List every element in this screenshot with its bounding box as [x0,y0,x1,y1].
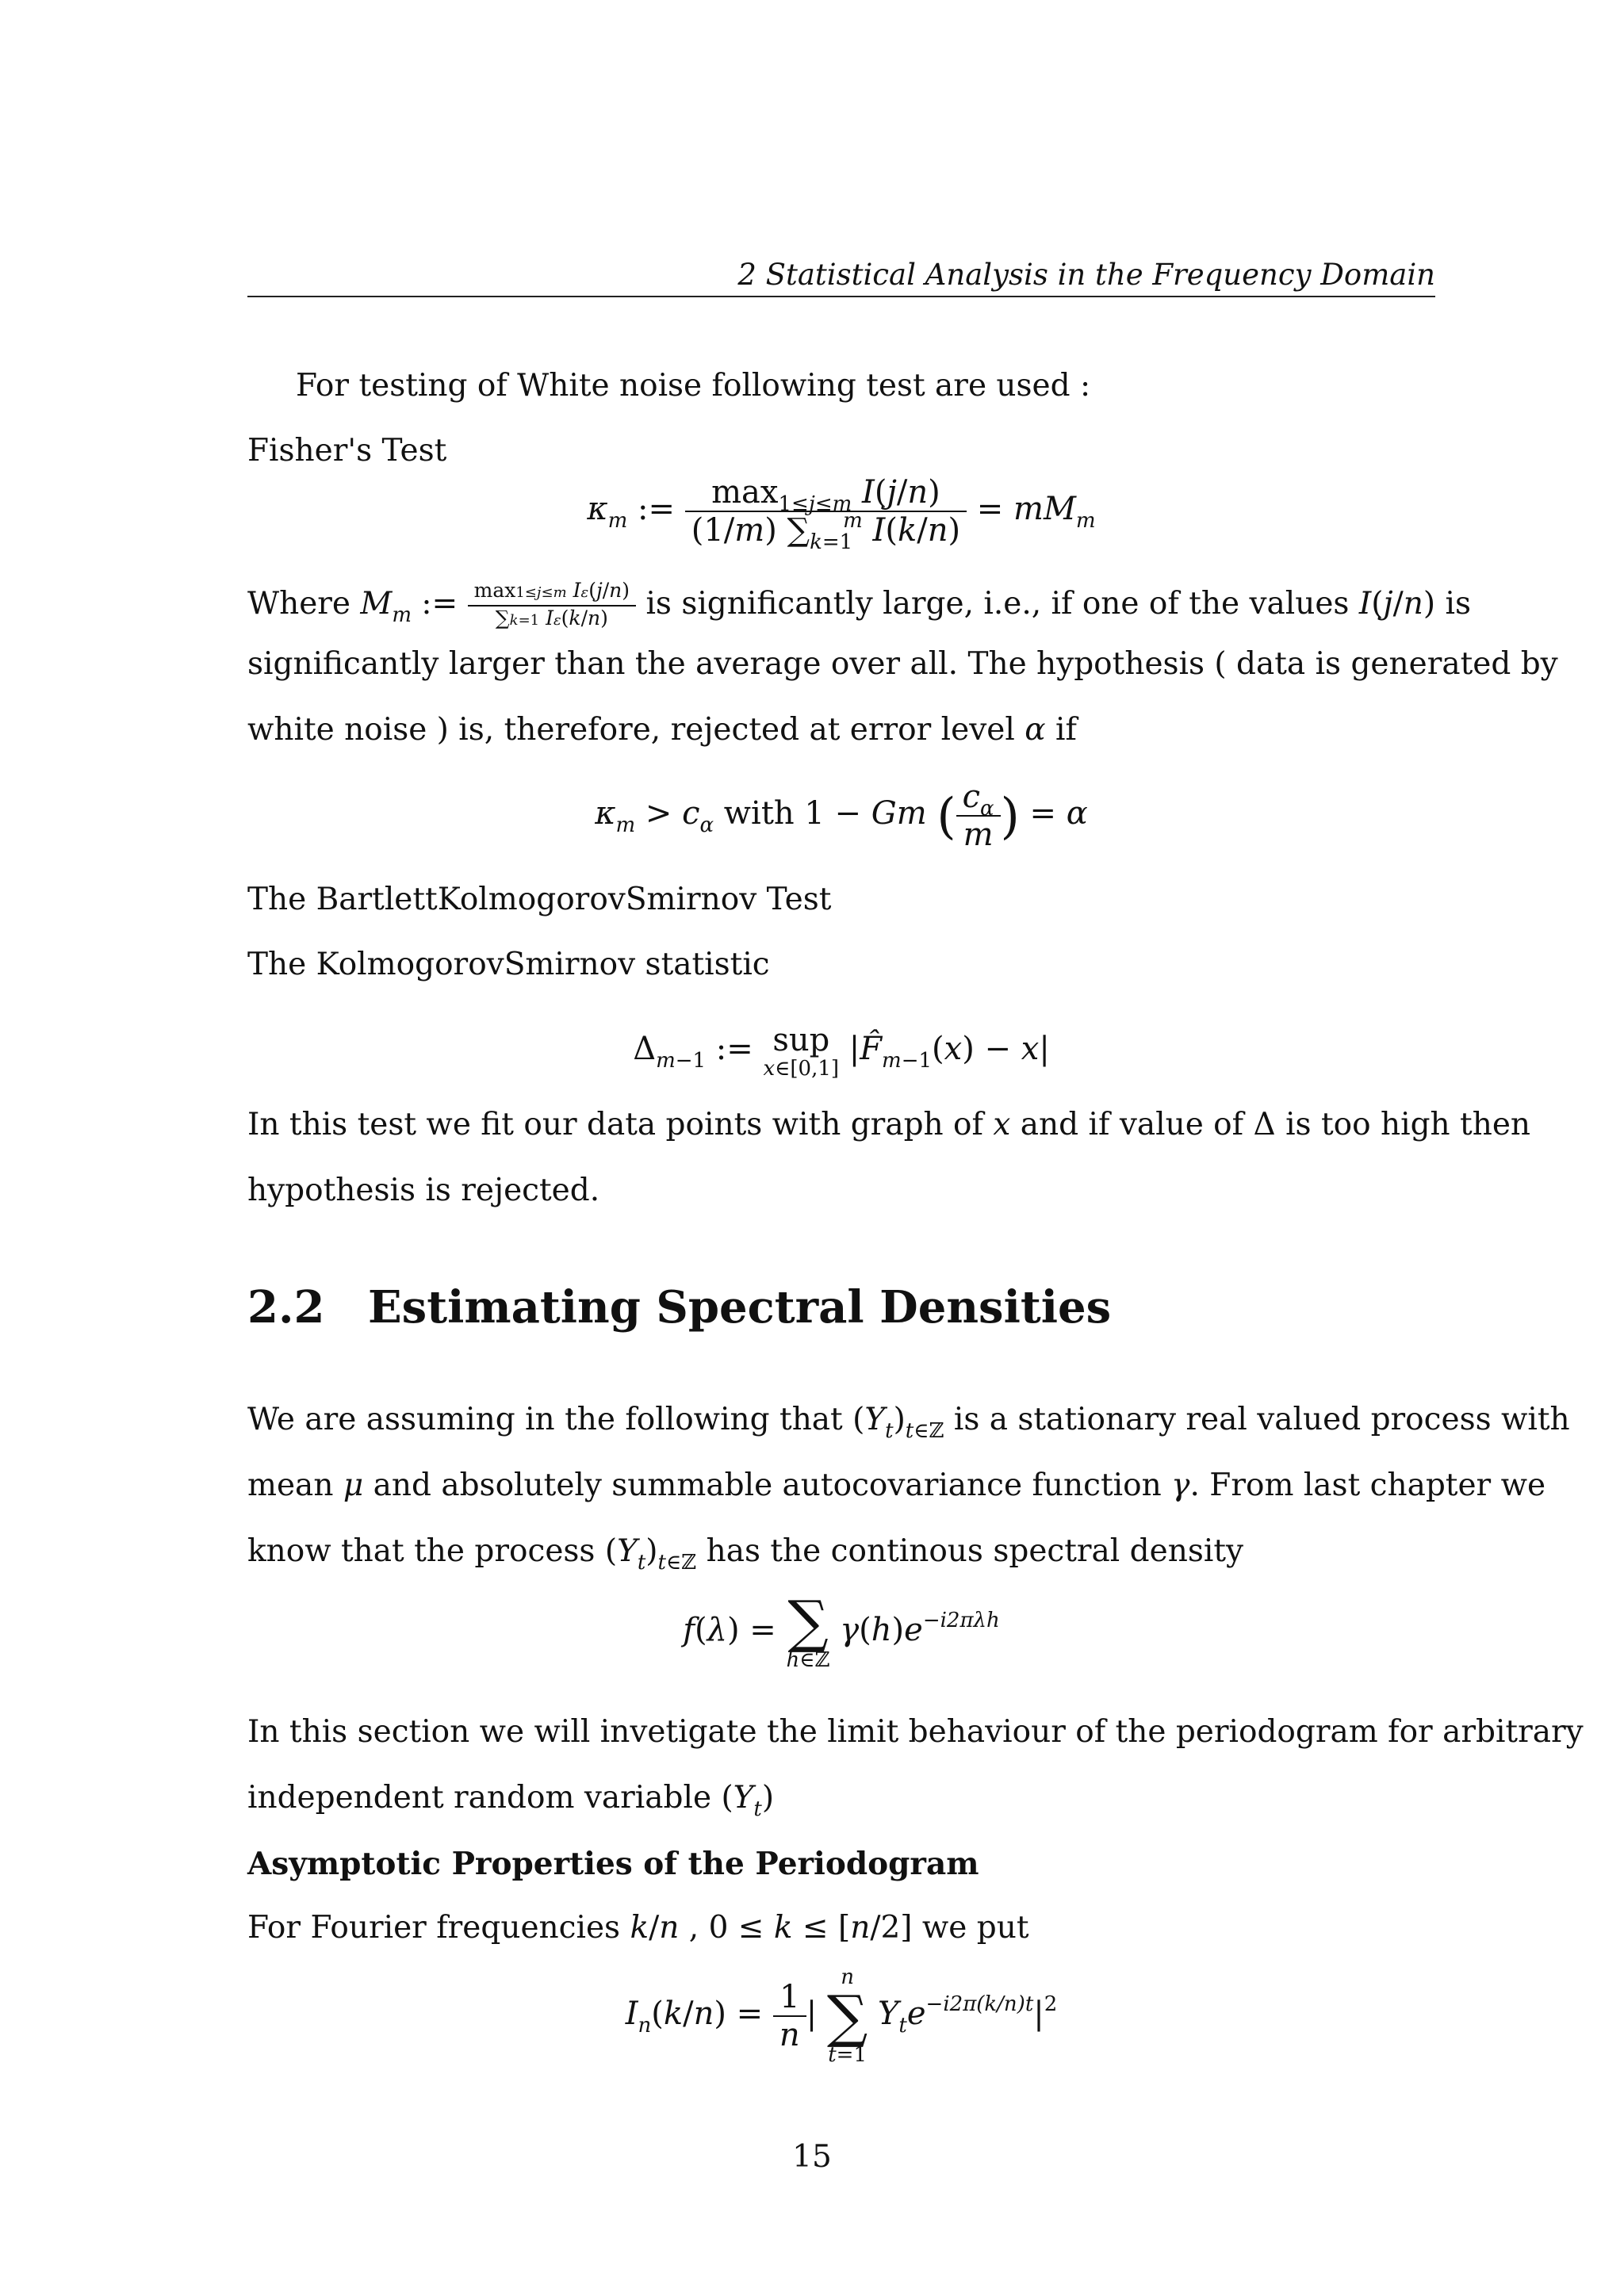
assume-autocov: and absolutely summable autocovariance function [373,1468,1162,1503]
fisher-fraction: $\frac{\max_{1\le j\le m} I(j/n)}{(1/m) \sum_{k=1}^m I(k/n)}$ [685,474,967,549]
assume-last-chapter: . From last chapter we [1189,1468,1546,1503]
section-number: 2.2 [247,1281,325,1334]
rejection-text: white noise ) is, therefore, rejected at error level [247,712,1015,748]
ks-statistic-intro: The KolmogorovSmirnov statistic [247,947,770,982]
test-explanation-line1: In this test we fit our data points with graph of x and if value of Δ is too high then [247,1107,1531,1142]
where-line: Where $M_m$ := $\frac{\text{max1≤j≤m Iε(j/n)}}{\sum k=1 I\varepsilon(k/n)}$ is significantly large, i.e., if one of the values I(j/n) is [247,579,1435,633]
section-heading [247,1278,1111,1337]
assumption-line1: We are assuming in the following that $(Y_t)_{t\in ℤ}$ is a stationary real valued process with [247,1402,1570,1443]
sup-operator: sup x∈[0,1] [763,1022,840,1081]
fourier-text-a: For Fourier frequencies [247,1910,621,1946]
independent-rv-text: independent random variable [247,1780,712,1816]
test-explanation-line2: hypothesis is rejected. [247,1173,600,1208]
assume-text-a: We are assuming in the following that [247,1402,843,1437]
subsection-heading: Asymptotic Properties of the Periodogram [247,1846,979,1882]
where-end: is [1445,586,1471,622]
periodogram-sum: n ∑ t=1 [826,1965,868,2067]
spectral-density-equation: f(λ) = ∑ h∈ℤ $\gamma(h)e^{-i2\pi\lambda h}$ [683,1588,1000,1672]
test-text-b: and if value of [1020,1107,1244,1142]
where-label: Where [247,586,351,622]
rejection-line: white noise ) is, therefore, rejected at error level α if [247,712,1077,748]
section-text-line1: In this section we will invetigate the limit behaviour of the periodogram for arbitrary [247,1714,1584,1750]
assume-process: know that the process [247,1533,596,1569]
fisher-equation: $\kappa_m$ := $\frac{\max_{1\le j\le m} I(j/n)}{(1/m) \sum_{k=1}^m I(k/n)}$ = $mM_m$ [587,474,1096,554]
header-rule [247,296,1435,297]
running-header: 2 Statistical Analysis in the Frequency Domain [737,258,1435,292]
section-text-line2: independent random variable $(Y_t)$ [247,1780,775,1821]
assume-density: has the continous spectral density [706,1533,1244,1569]
intro-paragraph: For testing of White noise following test are used : [296,368,1091,404]
fourier-line: For Fourier frequencies k/n , 0 ≤ k ≤ [n/2] we put [247,1910,1029,1946]
with-word: with [723,795,795,832]
mm-fraction: $\frac{\text{max1≤j≤m Iε(j/n)}}{\sum k=1 I\varepsilon(k/n)}$ [468,579,636,633]
one-over-n: $\frac{1}{n}$ [773,1979,806,2053]
sum-operator: ∑ h∈ℤ [786,1588,830,1672]
assume-mean: mean [247,1468,334,1503]
page-number: 15 [792,2139,832,2175]
test-text-c: is too high then [1285,1107,1531,1142]
test-text-a: In this test we fit our data points with graph of [247,1107,983,1142]
assumption-line3: know that the process $(Y_t)_{t\in ℤ}$ has the continous spectral density [247,1533,1244,1575]
bartlett-heading: The BartlettKolmogorovSmirnov Test [247,882,832,917]
critical-value-equation: $\kappa_m > c_\alpha$ with 1 − Gm ( $\frac{c_\alpha}{m}$ ) = α [595,779,1088,853]
assume-text-b: is a stationary real valued process with [953,1402,1570,1437]
periodogram-equation: $I_n(k/n)$ = $\frac{1}{n}$ | n ∑ t=1 $Y_te^{-i2\pi(k/n)t}|^2$ [625,1965,1058,2067]
calpha-fraction: $\frac{c_\alpha}{m}$ [956,779,1001,853]
section-title: Estimating Spectral Densities [368,1281,1112,1334]
where-text: is significantly large, i.e., if one of the values [645,586,1350,622]
fourier-text-b: we put [921,1910,1029,1946]
fisher-test-heading: Fisher's Test [247,433,447,469]
assumption-line2: mean μ and absolutely summable autocovariance function γ. From last chapter we [247,1468,1546,1503]
rejection-if: if [1055,712,1077,748]
ks-equation: $\Delta_{m-1}$ := sup x∈[0,1] $|F̂_{m-1}(x) - x|$ [633,1022,1050,1081]
hypothesis-line: significantly larger than the average over all. The hypothesis ( data is generated by [247,646,1558,682]
